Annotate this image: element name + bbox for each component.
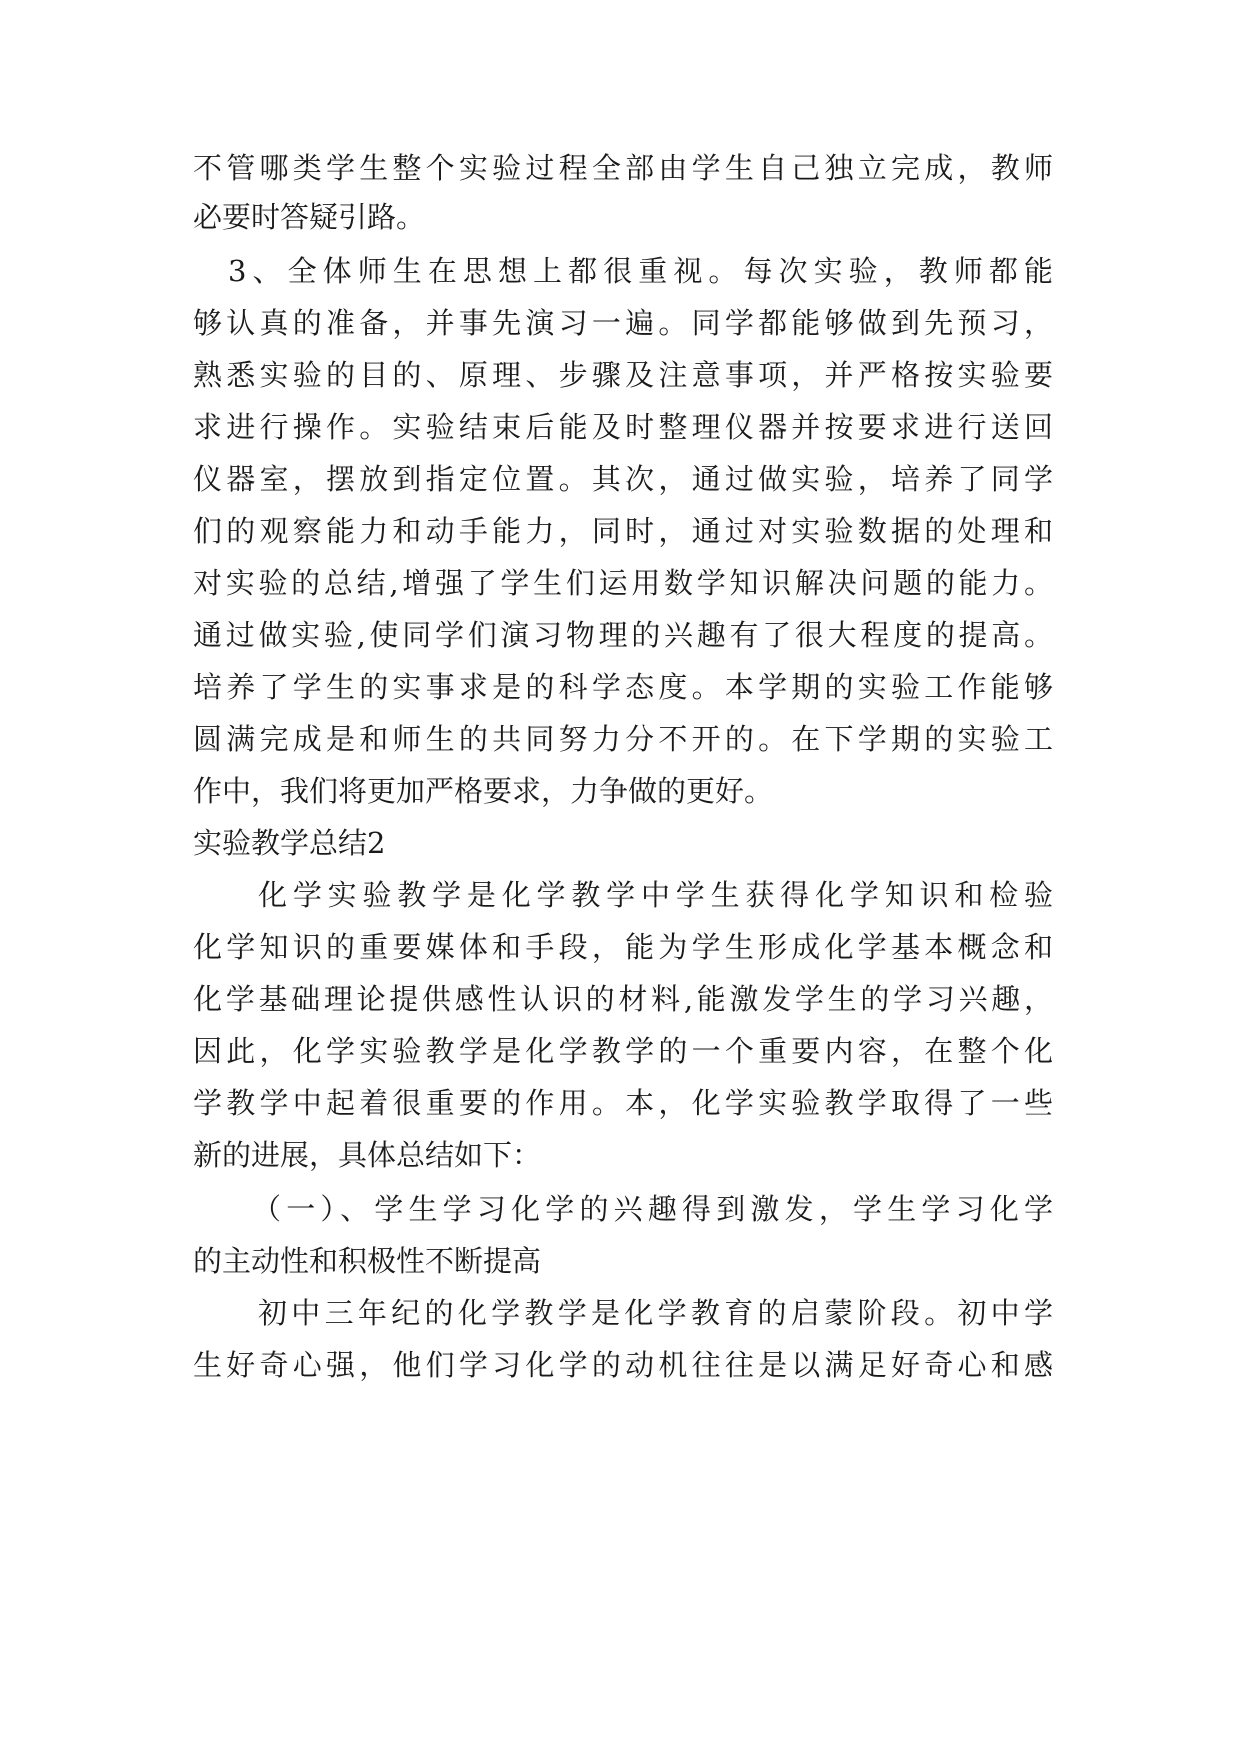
paragraph-line: 圆满完成是和师生的共同努力分不开的。在下学期的实验工 bbox=[193, 722, 1053, 756]
paragraph-line: 作中，我们将更加严格要求，力争做的更好。 bbox=[193, 774, 774, 808]
subsection-heading: 的主动性和积极性不断提高 bbox=[193, 1244, 542, 1278]
paragraph-line: 够认真的准备，并事先演习一遍。同学都能够做到先预习， bbox=[193, 306, 1053, 340]
paragraph-line: 对实验的总结,增强了学生们运用数学知识解决问题的能力。 bbox=[193, 566, 1053, 600]
paragraph-line: 求进行操作。实验结束后能及时整理仪器并按要求进行送回 bbox=[193, 410, 1053, 444]
paragraph-line: 学教学中起着很重要的作用。本，化学实验教学取得了一些 bbox=[193, 1086, 1053, 1120]
subsection-heading: （一）、学生学习化学的兴趣得到激发，学生学习化学 bbox=[252, 1192, 1053, 1226]
section-heading: 实验教学总结2 bbox=[193, 826, 386, 860]
paragraph-line: 培养了学生的实事求是的科学态度。本学期的实验工作能够 bbox=[193, 670, 1053, 704]
paragraph-line: 熟悉实验的目的、原理、步骤及注意事项，并严格按实验要 bbox=[193, 358, 1053, 392]
paragraph-line: 通过做实验,使同学们演习物理的兴趣有了很大程度的提高。 bbox=[193, 618, 1053, 652]
paragraph-line: 生好奇心强，他们学习化学的动机往往是以满足好奇心和感 bbox=[193, 1348, 1053, 1382]
paragraph-line: 新的进展，具体总结如下： bbox=[193, 1138, 542, 1172]
paragraph-line: 3、全体师生在思想上都很重视。每次实验，教师都能 bbox=[228, 254, 1053, 288]
paragraph-line: 仪器室，摆放到指定位置。其次，通过做实验，培养了同学 bbox=[193, 462, 1053, 496]
paragraph-line: 必要时答疑引路。 bbox=[193, 200, 426, 234]
paragraph-line: 不管哪类学生整个实验过程全部由学生自己独立完成，教师 bbox=[193, 151, 1053, 185]
paragraph-line: 化学知识的重要媒体和手段，能为学生形成化学基本概念和 bbox=[193, 930, 1053, 964]
paragraph-line: 化学基础理论提供感性认识的材料,能激发学生的学习兴趣， bbox=[193, 982, 1053, 1016]
paragraph-line: 因此，化学实验教学是化学教学的一个重要内容，在整个化 bbox=[193, 1034, 1053, 1068]
paragraph-line: 化学实验教学是化学教学中学生获得化学知识和检验 bbox=[258, 878, 1053, 912]
paragraph-line: 们的观察能力和动手能力，同时，通过对实验数据的处理和 bbox=[193, 514, 1053, 548]
paragraph-line: 初中三年纪的化学教学是化学教育的启蒙阶段。初中学 bbox=[258, 1296, 1053, 1330]
